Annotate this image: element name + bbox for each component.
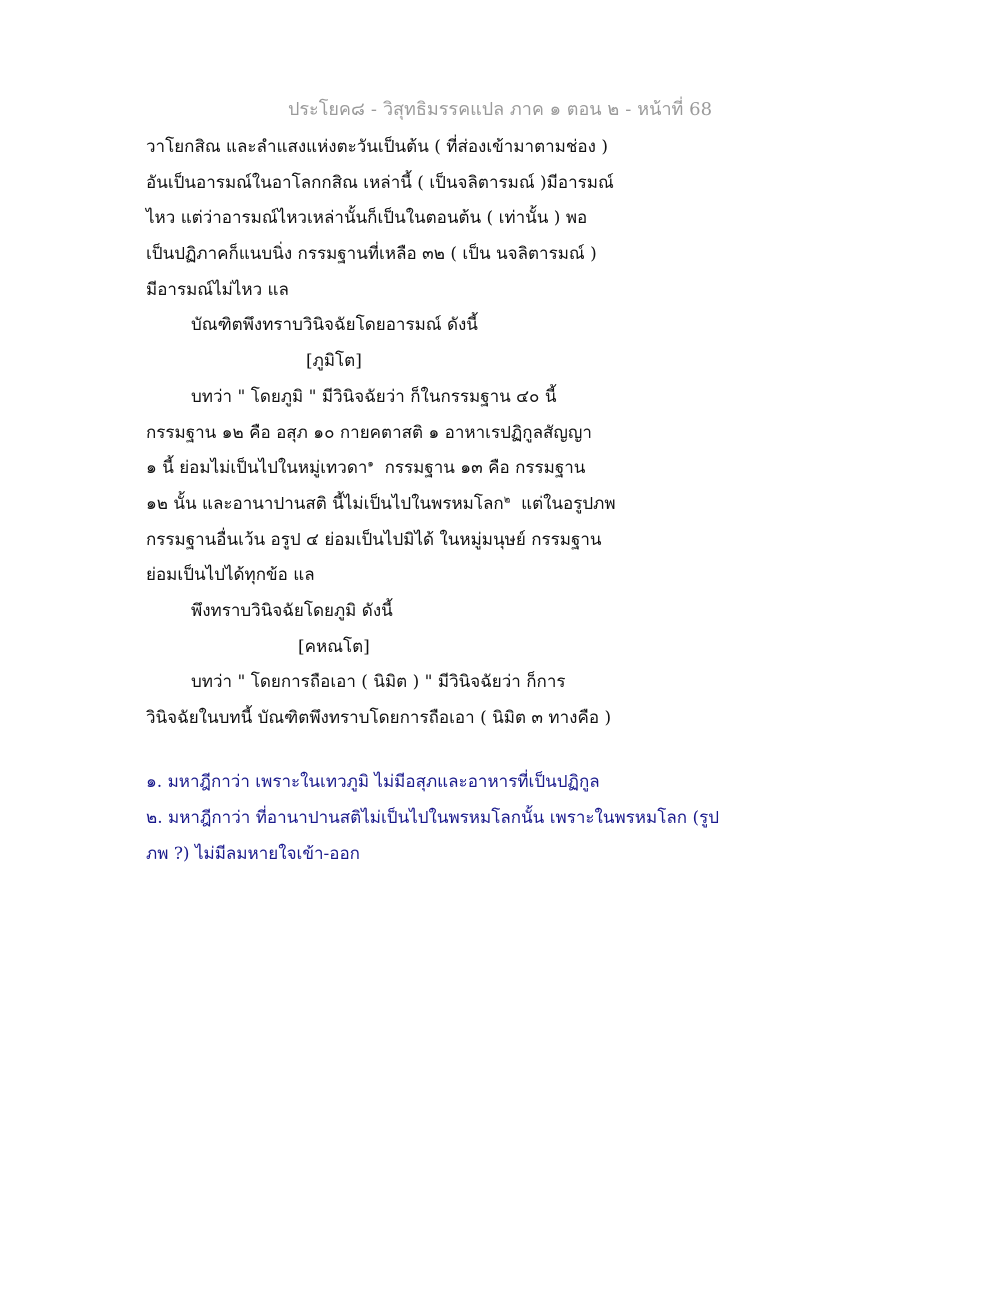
text-segment: ๑๒ นั้น และอานาปานสติ นี้ไม่เป็นไปในพรหมโลก xyxy=(146,493,504,514)
running-header: ประโยค๘ - วิสุทธิมรรคแปล ภาค ๑ ตอน ๒ - หน้าที่ 68 xyxy=(287,99,713,120)
section-heading-bhumito: [ภูมิโต] xyxy=(306,351,362,372)
footnote-1: ๑. มหาฎีกาว่า เพราะในเทวภูมิ ไม่มีอสุภและอาหารที่เป็นปฏิกูล xyxy=(146,772,600,792)
text-line: มีอารมณ์ไม่ไหว แล xyxy=(146,279,289,300)
text-line xyxy=(146,451,866,487)
paragraph-line: บทว่า " โดยการถือเอา ( นิมิต ) " มีวินิจฉัยว่า ก็การ xyxy=(191,672,566,693)
text-line: กรรมฐานอื่นเว้น อรูป ๔ ย่อมเป็นไปมิได้ ในหมู่มนุษย์ กรรมฐาน xyxy=(146,529,602,550)
paragraph-line: บทว่า " โดยภูมิ " มีวินิจฉัยว่า ก็ในกรรมฐาน ๔๐ นี้ xyxy=(191,386,557,407)
text-line: ไหว แต่ว่าอารมณ์ไหวเหล่านั้นก็เป็นในตอนต้น ( เท่านั้น ) พอ xyxy=(146,208,588,229)
text-line: เป็นปฏิภาคก็แนบนิ่ง กรรมฐานที่เหลือ ๓๒ ( เป็น นจลิตารมณ์ ) xyxy=(146,244,597,265)
paragraph-line: บัณฑิตพึงทราบวินิจฉัยโดยอารมณ์ ดังนี้ xyxy=(191,315,478,336)
section-heading-kahanato: [คหณโต] xyxy=(298,636,370,657)
text-line: วาโยกสิณ และลำแสงแห่งตะวันเป็นต้น ( ที่ส่องเข้ามาตามช่อง ) xyxy=(146,137,608,157)
text-line: อันเป็นอารมณ์ในอาโลกกสิณ เหล่านี้ ( เป็นจลิตารมณ์ )มีอารมณ์ xyxy=(146,172,614,193)
main-text xyxy=(146,130,866,737)
header-page-number: หน้าที่ 68 xyxy=(637,99,713,120)
text-line: ย่อมเป็นไปได้ทุกข้อ แล xyxy=(146,565,315,586)
footnote-2: ๒. มหาฎีกาว่า ที่อานาปานสติไม่เป็นไปในพรหมโลกนั้น เพราะในพรหมโลก (รูป xyxy=(146,808,719,828)
header-book: ประโยค๘ xyxy=(287,99,365,120)
text-line xyxy=(146,487,866,523)
footnote-2-continued: ภพ ?) ไม่มีลมหายใจเข้า-ออก xyxy=(146,844,360,864)
footnotes xyxy=(146,764,866,872)
footnote-mark-1: ๑ xyxy=(367,458,374,470)
text-line: กรรมฐาน ๑๒ คือ อสุภ ๑๐ กายคตาสติ ๑ อาหาเรปฏิกูลสัญญา xyxy=(146,422,592,443)
text-segment: แต่ในอรูปภพ xyxy=(521,493,616,514)
text-segment: กรรมฐาน ๑๓ คือ กรรมฐาน xyxy=(384,458,586,479)
text-segment: ๑ นี้ ย่อมไม่เป็นไปในหมู่เทวดา xyxy=(146,458,368,479)
text-line: วินิจฉัยในบทนี้ บัณฑิตพึงทราบโดยการถือเอา ( นิมิต ๓ ทางคือ ) xyxy=(146,708,612,728)
paragraph-line: พึงทราบวินิจฉัยโดยภูมิ ดังนี้ xyxy=(191,600,393,621)
header-title: วิสุทธิมรรคแปล ภาค ๑ ตอน ๒ xyxy=(382,99,620,120)
footnote-mark-2: ๒ xyxy=(503,494,511,506)
